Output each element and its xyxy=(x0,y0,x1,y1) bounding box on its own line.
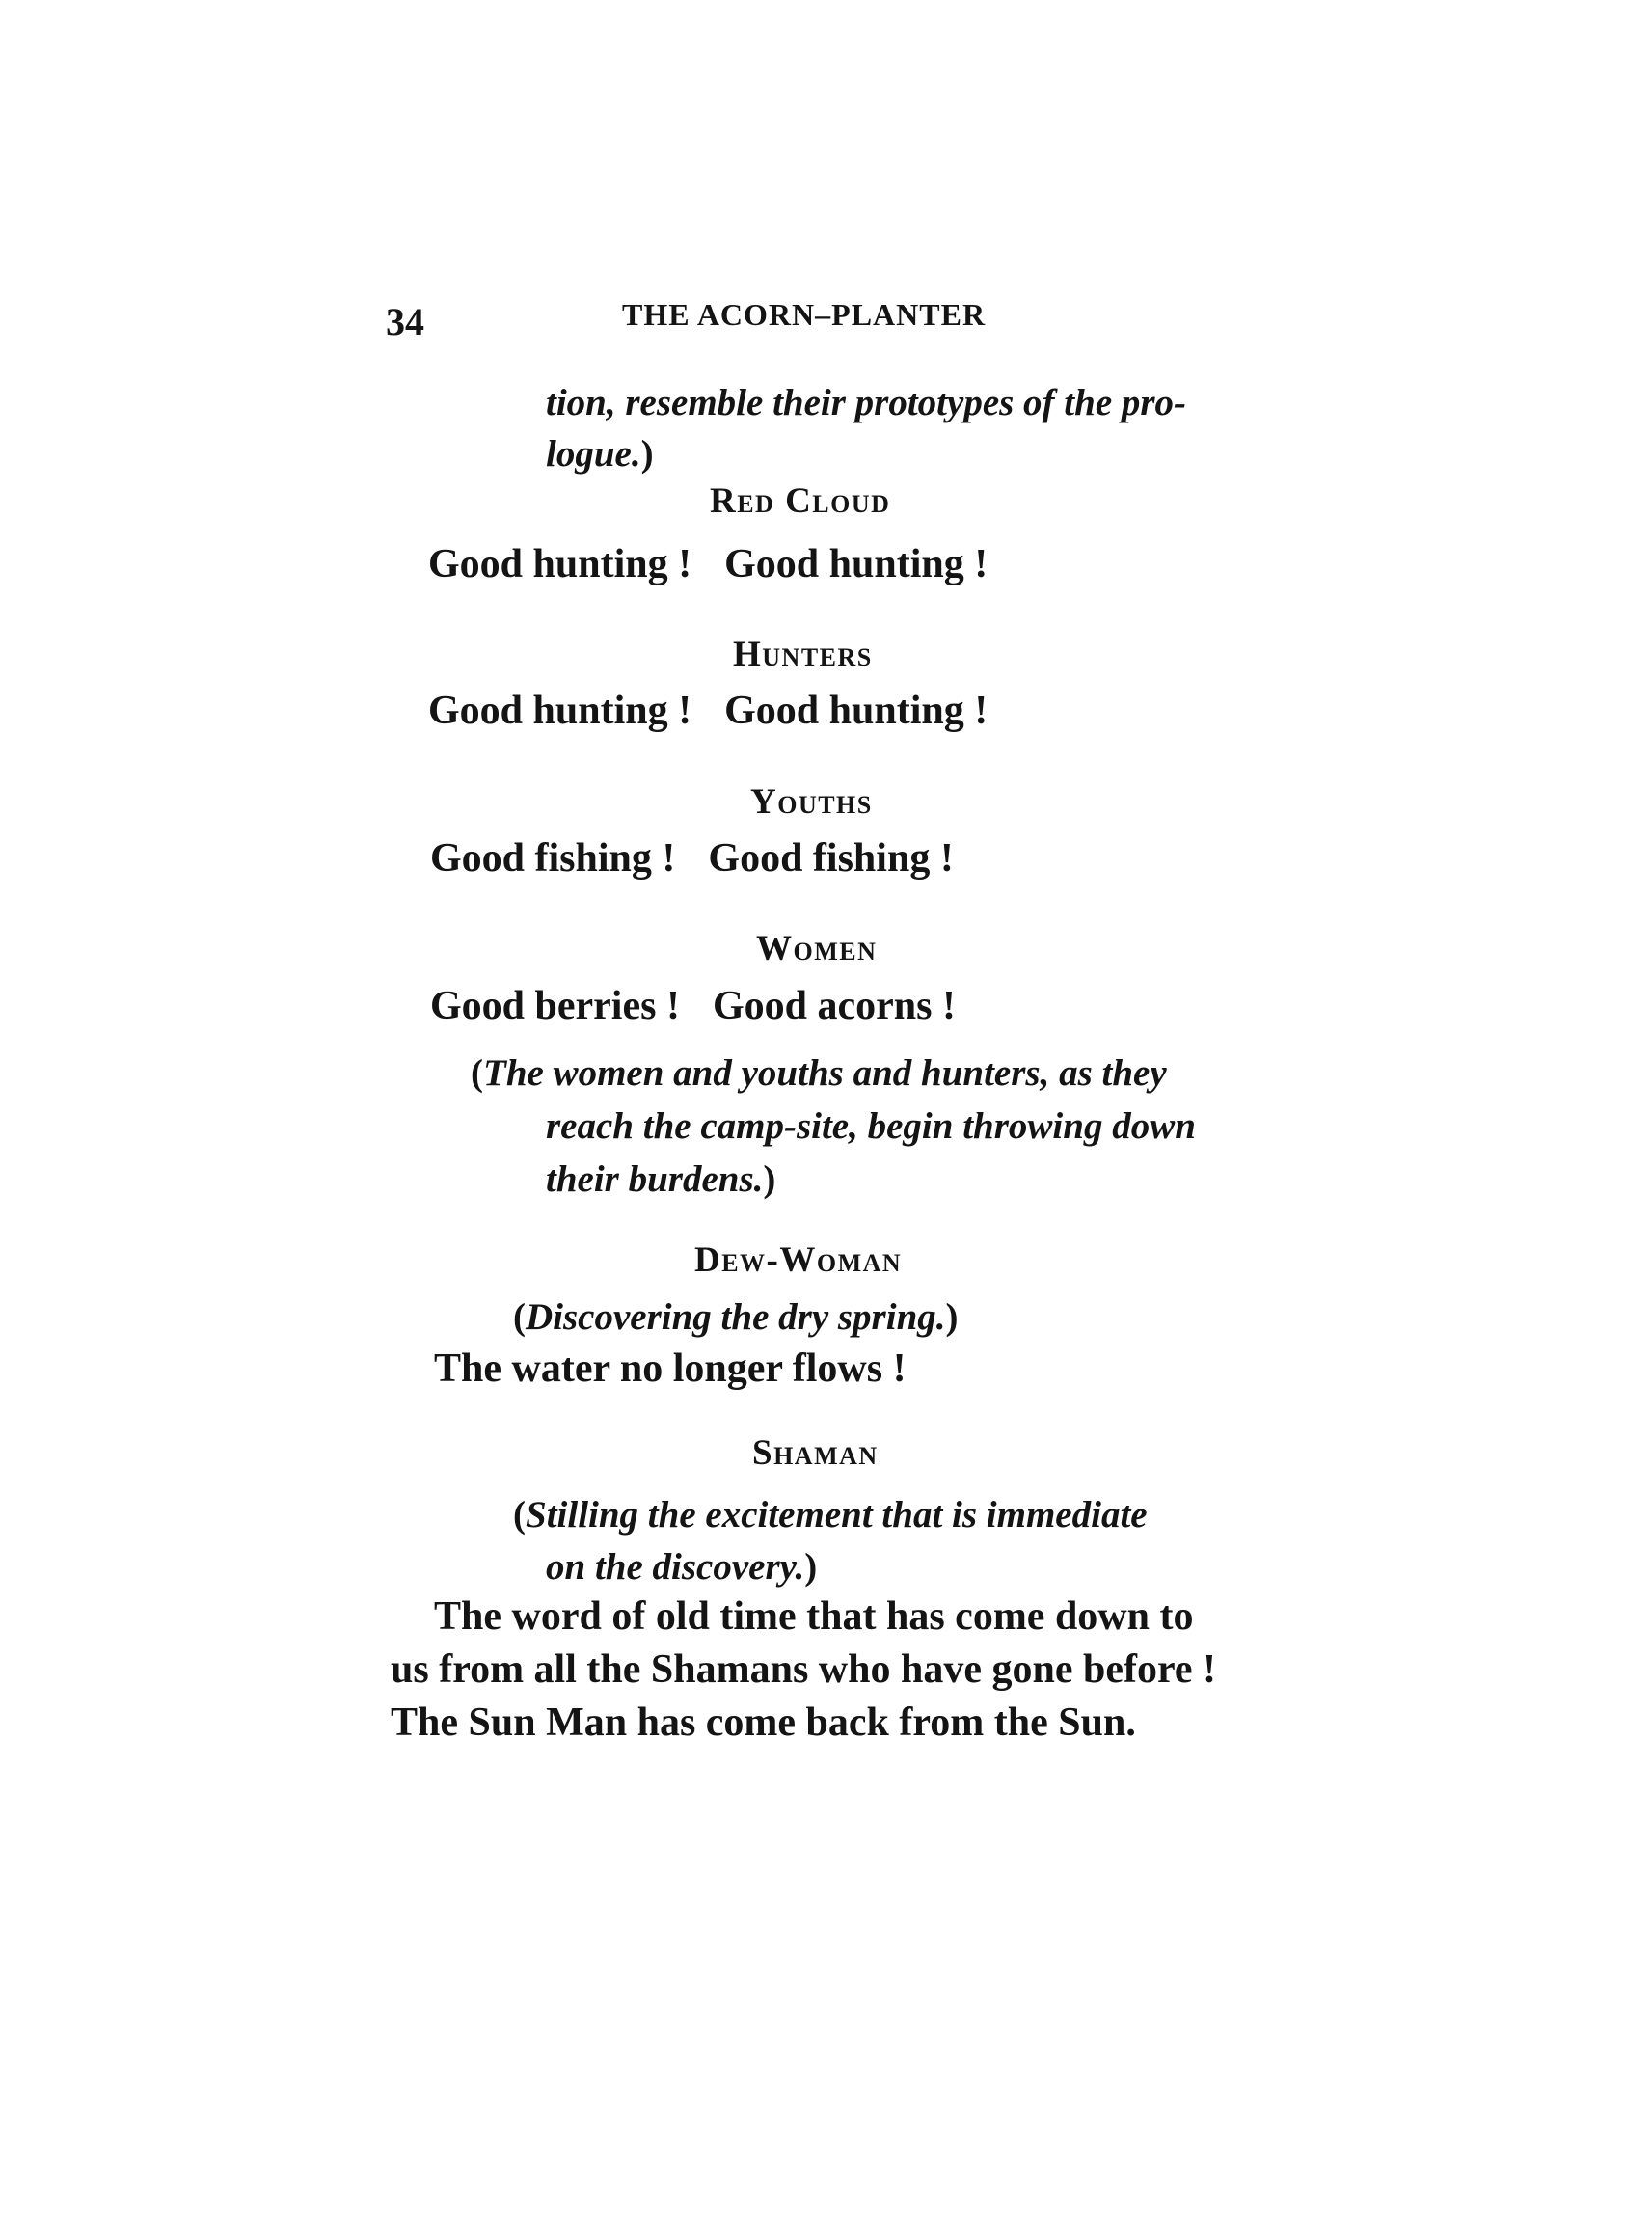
dialogue-phrase: Good fishing ! xyxy=(430,836,676,881)
stage-direction-line: their burdens.) xyxy=(546,1158,776,1200)
stage-direction-line: on the discovery.) xyxy=(546,1546,818,1588)
speaker-name: Hunters xyxy=(733,635,873,674)
stage-direction-text: on the discovery. xyxy=(546,1546,805,1588)
stage-direction-text: logue. xyxy=(546,433,641,475)
speaker-name: Women xyxy=(756,929,878,968)
stage-direction-line: logue.) xyxy=(546,433,654,475)
speaker-name: Dew-Woman xyxy=(694,1240,903,1280)
dialogue-line: The word of old time that has come down to xyxy=(434,1594,1194,1639)
stage-direction-line: tion, resemble their prototypes of the pro- xyxy=(546,382,1187,423)
dialogue-phrase: Good hunting ! xyxy=(428,542,692,586)
stage-direction-text: The women and youths and hunters, as they xyxy=(483,1052,1167,1094)
stage-direction-line: (Discovering the dry spring.) xyxy=(513,1296,959,1338)
dialogue-line xyxy=(430,835,954,882)
stage-direction-line: (Stilling the excitement that is immediate xyxy=(513,1494,1148,1536)
dialogue-line xyxy=(430,983,956,1029)
dialogue-line: The Sun Man has come back from the Sun. xyxy=(391,1700,1136,1745)
dialogue-phrase: Good hunting ! xyxy=(724,542,988,586)
dialogue-phrase: Good acorns ! xyxy=(712,984,956,1028)
speaker-name: Youths xyxy=(750,782,873,822)
dialogue-line xyxy=(428,688,988,734)
dialogue-phrase: Good hunting ! xyxy=(428,689,692,733)
page-number: 34 xyxy=(386,300,424,343)
stage-direction-text: Discovering the dry spring. xyxy=(526,1296,946,1338)
stage-direction-text: Stilling the excitement that is immediate xyxy=(526,1494,1148,1536)
stage-direction-line: reach the camp-site, begin throwing down xyxy=(546,1105,1196,1147)
stage-direction-text: their burdens. xyxy=(546,1158,764,1200)
dialogue-phrase: Good berries ! xyxy=(430,984,680,1028)
dialogue-phrase: Good hunting ! xyxy=(724,689,988,733)
stage-direction-line: (The women and youths and hunters, as they xyxy=(471,1052,1167,1094)
dialogue-line: The water no longer flows ! xyxy=(434,1346,907,1391)
dialogue-phrase: Good fishing ! xyxy=(708,836,954,881)
dialogue-line: us from all the Shamans who have gone before ! xyxy=(391,1647,1216,1692)
running-title: THE ACORN–PLANTER xyxy=(622,297,987,332)
dialogue-line xyxy=(428,541,988,587)
speaker-name: Shaman xyxy=(752,1433,879,1473)
speaker-name: Red Cloud xyxy=(710,481,891,521)
